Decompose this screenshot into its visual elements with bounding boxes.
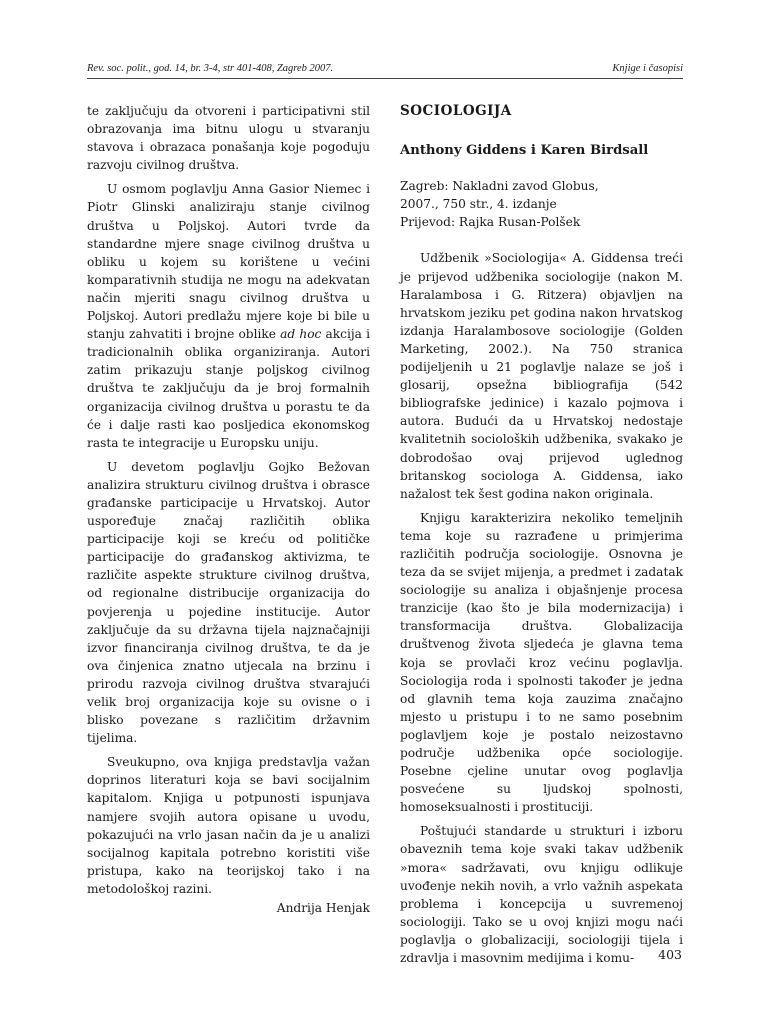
pub-line-3: Prijevod: Rajka Rusan-Polšek [400, 215, 581, 230]
journal-citation: Rev. soc. polit., god. 14, br. 3-4, str 401-408, Zagreb 2007. [87, 63, 334, 74]
left-paragraph-4: Sveukupno, ova knjiga predstavlja važan doprinos literaturi koja se bavi socijalnim kapitalom. Knjiga u potpunosti ispunjava namjere svojih autora opisane u uvodu, pokazujući na vrlo jasan način da je u analizi socijalnog kapitala potrebno koristiti više pristupa, kako na teorijskoj tako i na metodološkoj razini. [87, 755, 370, 896]
pub-line-2: 2007., 750 str., 4. izdanje [400, 197, 557, 212]
left-paragraph-2-italic: ad hoc [280, 327, 322, 342]
left-paragraph-1: te zaključuju da otvoreni i participativni stil obrazovanja ima bitnu ulogu u stvaranju stavova i obrazaca ponašanja koje pogoduju razvoju civilnog društva. [87, 104, 370, 173]
book-section-title: SOCIOLOGIJA [400, 103, 512, 119]
header-rule [87, 78, 683, 79]
right-paragraph-3: Poštujući standarde u strukturi i izboru obaveznih tema koje svaki takav udžbenik »mora« sadržavati, ovu knjigu odlikuje uvođenje nekih novih, a vrlo važnih aspekata problema i koncepcija u suvremenoj sociologiji. Tako se u ovoj knjizi mogu naći poglavlja o globalizaciji, sociologiji tijela i zdravlja i masovnim medijima i komu- [400, 824, 683, 966]
left-paragraph-3: U devetom poglavlju Gojko Bežovan analizira strukturu civilnog društva i obrasce građanske participacije u Hrvatskoj. Autor uspoređuje značaj različitih oblika participacije koji se kreću od političke participacije do građanskog aktivizma, te različite aspekte strukture civilnog društva, od regionalne distribucije organizacija do povjerenja u pojedine institucije. Autor zaključuje da su državna tijela najznačajniji izvor financiranja civilnog društva, te da je ova činjenica znatno utjecala na brzinu i prirodu razvoja civilnog društva stvarajući velik broj organizacija koje su ovisne o i blisko povezane s različitim državnim tijelima. [87, 459, 370, 746]
pub-line-1: Zagreb: Nakladni zavod Globus, [400, 179, 599, 194]
page-number: 403 [658, 947, 682, 962]
book-authors: Anthony Giddens i Karen Birdsall [400, 143, 649, 159]
right-paragraph-1: Udžbenik »Sociologija« A. Giddensa treći je prijevod udžbenika sociologije (nakon M. Haralambosa i G. Ritzera) objavljen na hrvatskom jeziku pet godina nakon hrvatskog izdanja Haralambosove sociologije (Golden Marketing, 2002.). Na 750 stranica podijeljenih u 21 poglavlje nalaze se još i glosarij, opsežna bibliografija (542 bibliografske jedinice) i kazalo pojmova i autora. Budući da u Hrvatskoj nedostaje kvalitetnih socioloških udžbenika, svakako je dobrodošao ovaj prijevod uglednog britanskog sociologa A. Giddensa, iako nažalost tek šest godina nakon originala. [400, 251, 683, 501]
right-column [400, 102, 683, 967]
review-author-signature: Andrija Henjak [276, 901, 370, 915]
publication-info [400, 177, 683, 231]
left-paragraph-2-end: akcija i tradicionalnih oblika organiziranja. Autori zatim prikazuju stanje poljskog civilnog društva te zaključuju da je broj formalnih organizacija civilnog društva u porastu te da će i dalje rasti kao posljedica ekonomskog rasta te integracije u Europsku uniju. [87, 327, 370, 450]
section-name: Knjige i časopisi [612, 63, 683, 74]
left-paragraph-2-start: U osmom poglavlju Anna Gasior Niemec i Piotr Glinski analiziraju stanje civilnog društva u Poljskoj. Autori tvrde da standardne mjere snage civilnog društva u obliku u kojem su korištene u većini komparativnih studija ne mogu na adekvatan način mjeriti snagu civilnog društva u Poljskoj. Autori predlažu mjere koje bi bile u stanju zahvatiti i brojne oblike [87, 182, 370, 342]
left-column [87, 102, 370, 898]
left-paragraph-2 [87, 180, 370, 451]
right-paragraph-2: Knjigu karakterizira nekoliko temeljnih tema koje su razrađene u primjerima različitih područja sociologije. Osnovna je teza da se svijet mijenja, a predmet i zadatak sociologije su analiza i objašnjenje procesa tranzicije (kao što je bila modernizacija) i transformacija društva. Globalizacija društvenog života sljedeća je glavna tema koja se provlači kroz većinu poglavlja. Sociologija roda i spolnosti također je jedna od glavnih tema koja zauzima značajno mjesto u pristupu i to ne samo posebnim poglavljem koje je postalo neizostavno područje udžbenika opće sociologije. Posebne cjeline unutar ovog poglavlja posvećene su ljudskoj spolnosti, homoseksualnosti i prostituciji. [400, 510, 683, 815]
